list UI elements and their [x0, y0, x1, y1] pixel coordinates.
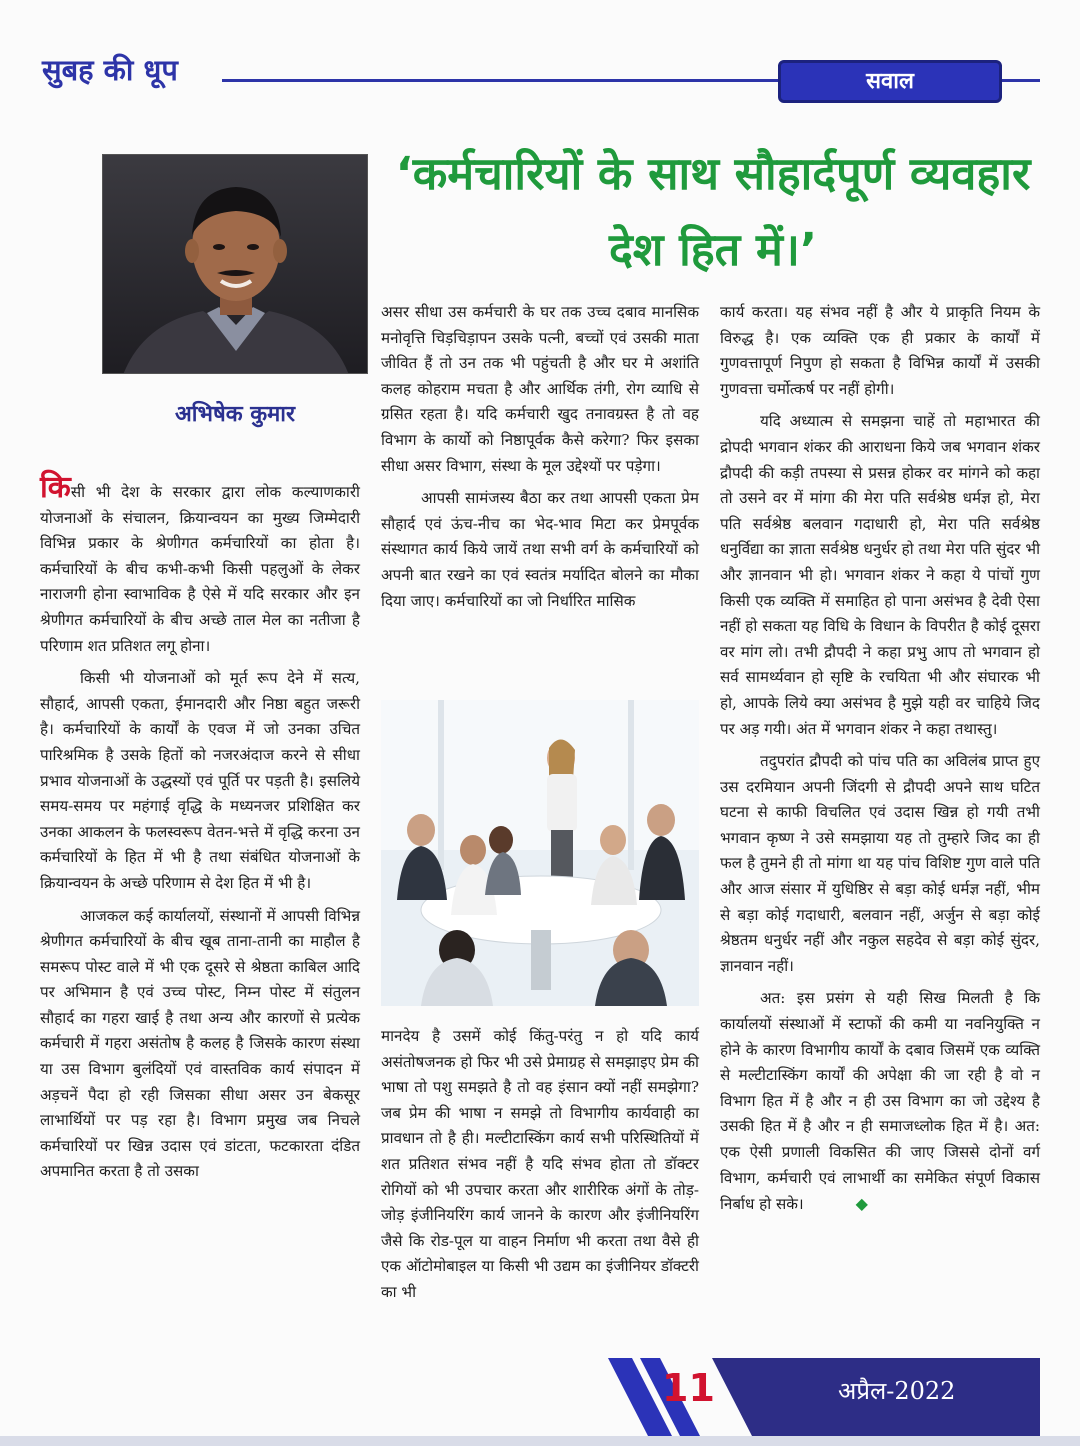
author-name: अभिषेक कुमार: [175, 401, 295, 427]
paragraph: मानदेय है उसमें कोई किंतु-परंतु न हो यदि कार्य असंतोषजनक हो फिर भी उसे प्रेमाग्रह से समझाइए प्रेम की भाषा तो पशु समझते है तो वह इंसान क्यों नहीं समझेगा? जब प्रेम की भाषा न समझे तो विभागीय कार्यवाही का प्रावधान तो है ही। मल्टीटास्किंग कार्य सभी परिस्थितियों में शत प्रतिशत संभव नहीं है यदि संभव होता तो डॉक्टर रोगियों को भी उपचार करता और शारीरिक अंगों के तोड़-जोड़ इंजीनियरिंग कार्य जानने के कारण और इंजीनियरिंग जैसे कि रोड-पूल या वाहन निर्माण भी करता तथा वैसे ही एक ऑटोमोबाइल या किसी भी उद्यम का इंजीनियर डॉक्टरी का भी: [381, 1027, 699, 1301]
paragraph: असर सीधा उस कर्मचारी के घर तक उच्च दबाव मानसिक मनोवृत्ति चिड़चिड़ापन उसके पत्नी, बच्चों एवं उसकी माता जीवित हैं तो उन तक भी पहुंचती है और घर मे अशांति कलह कोहराम मचता है और आर्थिक तंगी, रोग व्याधि से ग्रसित रहता है। यदि कर्मचारी खुद तनावग्रस्त है तो वह विभाग के कार्यो को निष्ठापूर्वक कैसे करेगा? फिर इसका सीधा असर विभाग, संस्था के मूल उद्देश्यों पर पड़ेगा।: [381, 303, 699, 475]
paragraph: तदुपरांत द्रौपदी को पांच पति का अविलंब प्राप्त हुए उस दरमियान अपनी जिंदगी से द्रौपदी अपने साथ घटित घटना से काफी विचलित एवं उदास खिन्न हो गयी तभी भगवान कृष्ण ने उसे समझाया यह तो तुम्हारे जिद का ही फल है तुमने ही तो मांगा था यह पांच विशिष्ट गुण वाले पति और आज संसार में युधिष्ठिर से बड़ा कोई धर्मज्ञ नहीं, भीम से बड़ा कोई गदाधारी, बलवान नहीं, अर्जुन से बड़ा कोई श्रेष्ठतम धनुर्धर नहीं और नकुल सहदेव से बड़ा कोई सुंदर, ज्ञानवान नहीं।: [720, 752, 1040, 975]
headline: ‘कर्मचारियों के साथ सौहार्दपूर्ण व्यवहार देश हित में।’: [395, 147, 1031, 276]
meeting-photo: [381, 700, 699, 1006]
author-photo: [102, 154, 368, 374]
office-meeting-illustration: [381, 700, 699, 1006]
section-title: सुबह की धूप: [42, 53, 178, 87]
article-column-3: [720, 300, 1040, 1225]
paragraph: यदि अध्यात्म से समझना चाहें तो महाभारत की द्रोपदी भगवान शंकर की आराधना किये जब भगवान शंकर द्रौपदी की कड़ी तपस्या से प्रसन्न होकर वर मांगने को कहा तो उसने वर में मांगा की मेरा पति सर्वश्रेष्ठ धर्मज्ञ हो, मेरा पति सर्वश्रेष्ठ बलवान गदाधारी हो, मेरा पति सर्वश्रेष्ठ धनुर्विद्या का ज्ञाता सर्वश्रेष्ठ धनुर्धर हो तथा मेरा पति सुंदर भी और ज्ञानवान भी हो। भगवान शंकर ने कहा ये पांचों गुण किसी एक व्यक्ति में समाहित हो पाना असंभव है देवी ऐसा नहीं हो सकता यह विधि के विधान के विपरीत है कोई दूसरा वर मांग लो। तभी द्रौपदी ने कहा प्रभु आप तो भगवान हो सर्व सामर्थ्यवान हो सृष्टि के रचयिता भी और संघारक भी हो, आपके लिये क्या असंभव है मुझे यही वर चाहिये जिद पर अड़ गयी। अंत में भगवान शंकर ने कहा तथास्तु।: [720, 412, 1040, 738]
article-column-1: [40, 470, 360, 1192]
article-column-2-top: [381, 300, 699, 621]
paragraph: अत: इस प्रसंग से यही सिख मिलती है कि कार्यालयों संस्थाओं में स्टाफों की कमी या नवनियुक्ति न होने के कारण विभागीय कार्यों के दबाव जिसमें एक व्यक्ति से मल्टीटास्किंग कार्यों की अपेक्षा की जा रही है वो न विभाग हित में है और न ही उस विभाग का जो उद्देश्य है उसकी हित में है और न ही समाजध्लोक हित में है। अत: एक ऐसी प्रणाली विकसित की जाए जिससे दोनों वर्ग विभाग, कर्मचारी एवं लाभार्थी का समेकित संपूर्ण विकास निर्बाध हो सके।: [720, 989, 1040, 1214]
paragraph: किसी भी योजनाओं को मूर्त रूप देने में सत्य, सौहार्द, आपसी एकता, ईमानदारी और निष्ठा बहुत जरूरी है। कर्मचारियों के कार्यों के एवज में जो उनका उचित पारिश्रमिक है उसके हितों को नजरअंदाज करने से सीधा प्रभाव योजनाओं के उद्धस्यों एवं पूर्ति पर पड़ती है। इसलिये समय-समय पर महंगाई वृद्धि के मध्यनजर प्रशिक्षित कर उनका आकलन के फलस्वरूप वेतन-भत्ते में वृद्धि करना उन कर्मचारियों के हित में भी है तथा संबंधित योजनाओं के क्रियान्वयन के अच्छे परिणाम से देश हित में भी है।: [40, 669, 360, 892]
dropcap: कि: [40, 470, 71, 505]
article-column-2-bottom: [381, 1024, 699, 1313]
page-number: 11: [662, 1366, 715, 1410]
end-mark-icon: ◆: [855, 1194, 868, 1214]
category-tab: सवाल: [778, 60, 1002, 103]
issue-date: अप्रैल-2022: [838, 1377, 956, 1405]
paragraph: सी भी देश के सरकार द्वारा लोक कल्याणकारी योजनाओं के संचालन, क्रियान्वयन का मुख्य जिम्मेदारी विभिन्न प्रकार के श्रेणीगत कर्मचारियों का होता है। कर्मचारियों के बीच कभी-कभी किसी पहलुओं के लेकर नाराजगी होना स्वाभाविक है ऐसे में यदि सरकार और इन श्रेणीगत कर्मचारियों के बीच अच्छे ताल मेल का नतीजा है परिणाम शत प्रतिशत लगू होना।: [40, 483, 360, 655]
paragraph: आपसी सामंजस्य बैठा कर तथा आपसी एकता प्रेम सौहार्द एवं ऊंच-नीच का भेद-भाव मिटा कर प्रेमपूर्वक संस्थागत कार्य किये जायें तथा सभी वर्ग के कर्मचारियों को अपनी बात रखने का एवं स्वतंत्र मर्यादित बोलने का मौका दिया जाए। कर्मचारियों का जो निर्धारित मासिक: [381, 489, 699, 610]
paragraph: कार्य करता। यह संभव नहीं है और ये प्राकृति नियम के विरुद्ध है। एक व्यक्ति एक ही प्रकार के कार्यों में गुणवत्तापूर्ण निपुण हो सकता है विभिन्न कार्यों में उसकी गुणवत्ता चर्मोत्कर्ष पर नहीं होगी।: [720, 303, 1040, 398]
paragraph: आजकल कई कार्यालयों, संस्थानों में आपसी विभिन्न श्रेणीगत कर्मचारियों के बीच खूब ताना-तानी का माहौल है समरूप पोस्ट वाले में भी एक दूसरे से श्रेष्ठता काबिल आदि पर अभिमान है एवं उच्च पोस्ट, निम्न पोस्ट में संतुलन सौहार्द का गहरा खाई है तथा अन्य और कारणों से प्रत्येक कर्मचारी में गहरा असंतोष है कलह है जिसके कारण संस्था या उस विभाग बुलंदियों एवं वास्तविक कार्य संपादन में अड़चनें पैदा हो रही जिसका सीधा असर उन बेकसूर लाभार्थियों पर पड़ रहा है। विभाग प्रमुख जब निचले कर्मचारियों पर खिन्न उदास एवं डांटता, फटकारता दंडित अपमानित करता है तो उसका: [40, 906, 360, 1181]
author-portrait-illustration: [103, 155, 368, 374]
